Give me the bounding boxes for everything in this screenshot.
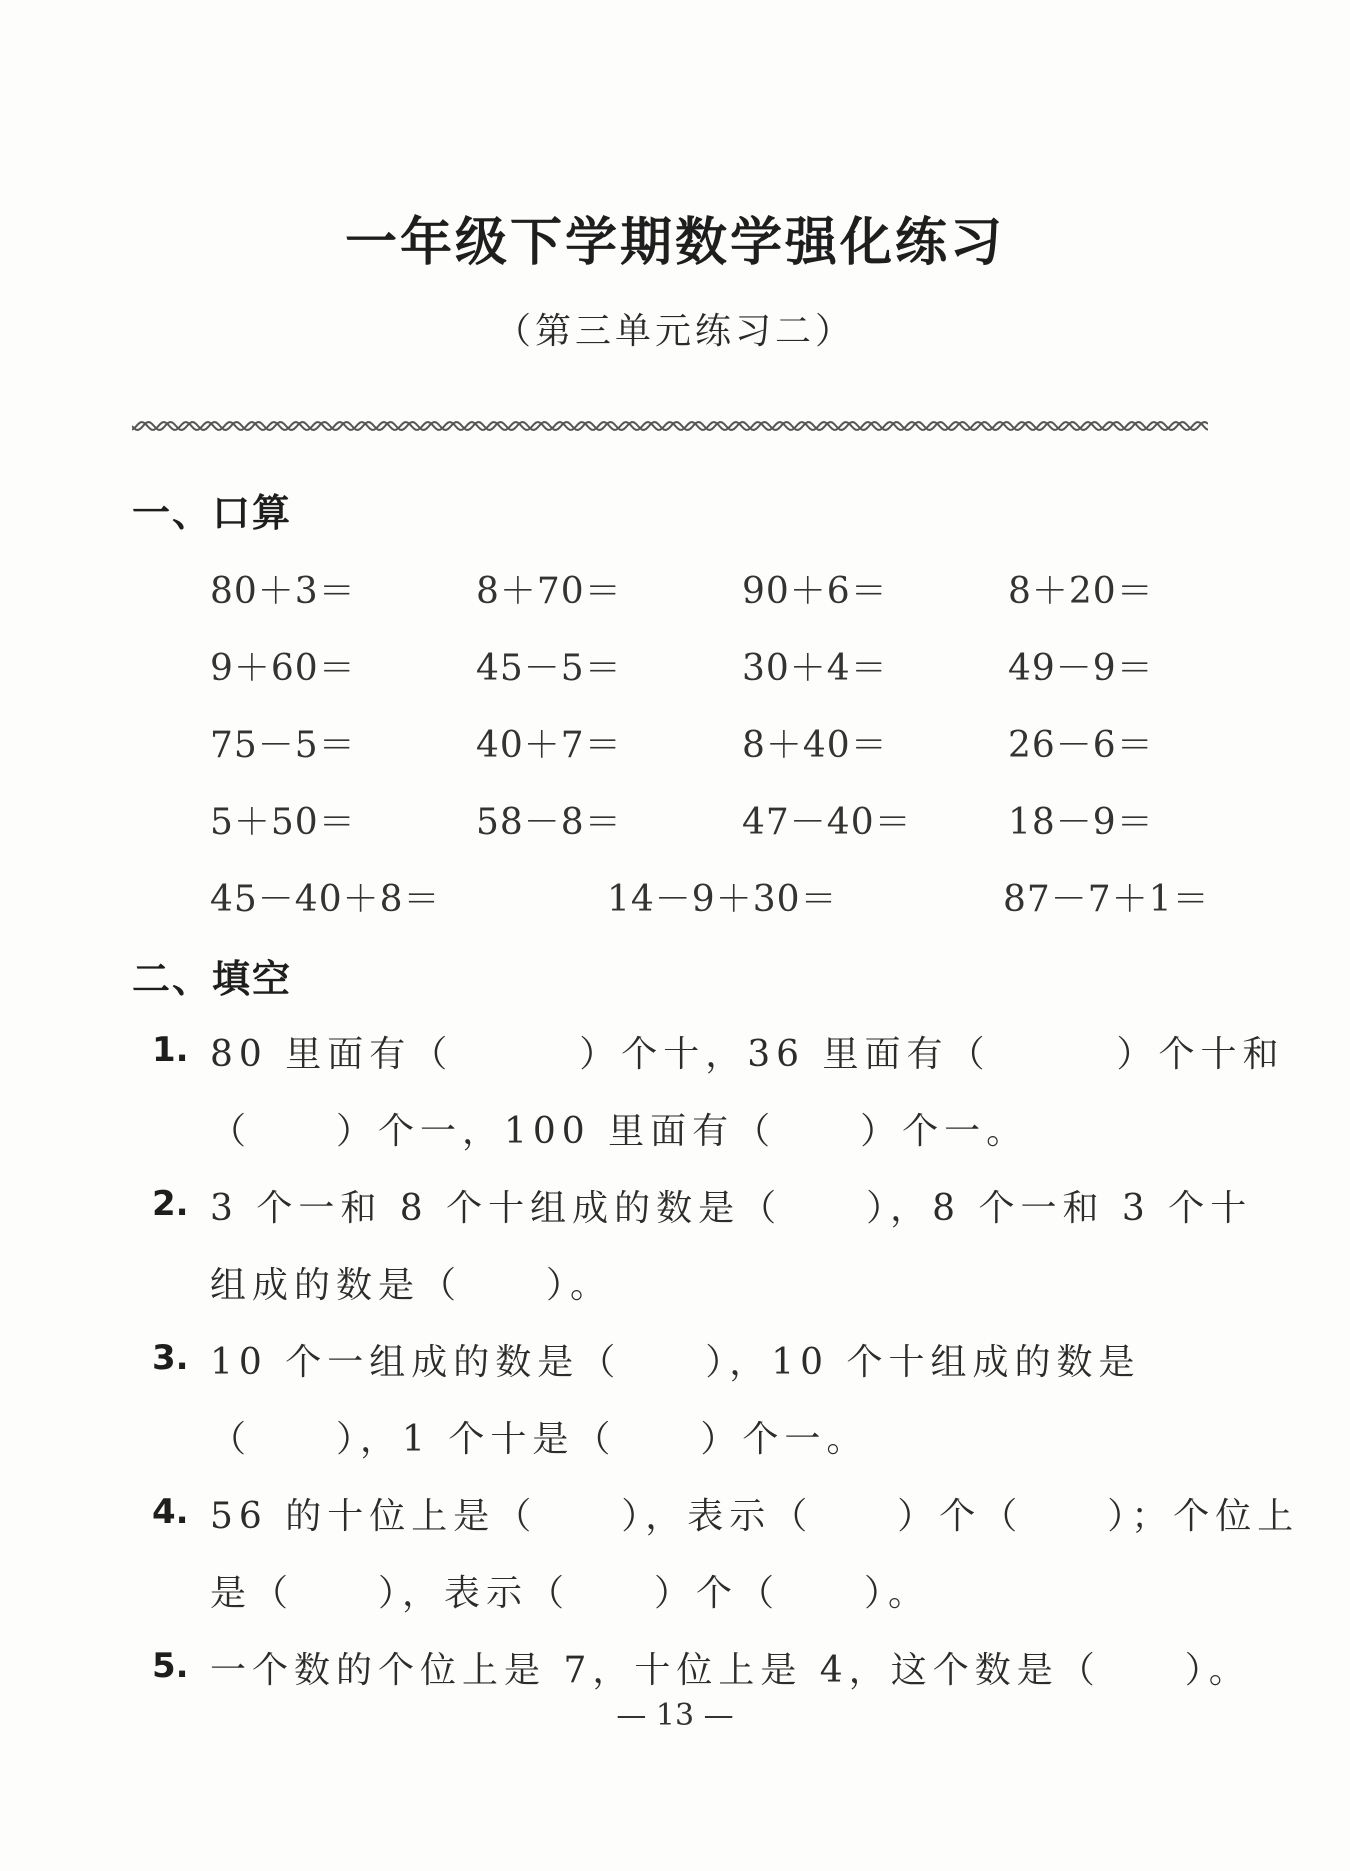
calc-item: 5＋50＝ xyxy=(210,802,356,843)
calc-row xyxy=(0,717,1350,767)
calc-item: 26－6＝ xyxy=(1008,725,1154,766)
question-line: 56 的十位上是（ ），表示（ ）个（ ）；个位上 xyxy=(210,1496,1300,1537)
question-line: （ ）个一，100 里面有（ ）个一。 xyxy=(210,1111,1029,1152)
calc-row xyxy=(0,563,1350,613)
calc-row xyxy=(0,871,1350,921)
calc-item: 14－9＋30＝ xyxy=(607,879,838,920)
calc-item: 8＋70＝ xyxy=(476,571,622,612)
question-line: 组成的数是（ ）。 xyxy=(210,1265,613,1306)
question-number: 3. xyxy=(152,1338,189,1378)
calc-item: 87－7＋1＝ xyxy=(1003,879,1210,920)
wavy-divider xyxy=(132,416,1208,436)
calc-item: 49－9＝ xyxy=(1008,648,1154,689)
calc-item: 80＋3＝ xyxy=(210,571,356,612)
calc-row xyxy=(0,794,1350,844)
calc-item: 8＋40＝ xyxy=(742,725,888,766)
calc-row xyxy=(0,640,1350,690)
question-line: （ ），1 个十是（ ）个一。 xyxy=(210,1419,869,1460)
calc-item: 75－5＝ xyxy=(210,725,356,766)
question-line: 是（ ），表示（ ）个（ ）。 xyxy=(210,1573,931,1614)
section-heading-fill-blank: 二、填空 xyxy=(132,957,293,1001)
calc-item: 58－8＝ xyxy=(476,802,622,843)
question-number: 5. xyxy=(152,1646,189,1686)
section-heading-oral-calc: 一、口算 xyxy=(132,491,293,535)
calc-item: 30＋4＝ xyxy=(742,648,888,689)
question-line: 80 里面有（ ）个十，36 里面有（ ）个十和 xyxy=(210,1034,1285,1075)
question-line: 一个数的个位上是 7，十位上是 4，这个数是（ ）。 xyxy=(210,1650,1251,1691)
page-number: — 13 — xyxy=(616,1698,734,1733)
calc-item: 90＋6＝ xyxy=(742,571,888,612)
calc-item: 47－40＝ xyxy=(742,802,912,843)
page-subtitle: （第三单元练习二） xyxy=(494,311,855,352)
page-title: 一年级下学期数学强化练习 xyxy=(344,213,1005,273)
calc-item: 18－9＝ xyxy=(1008,802,1154,843)
calc-item: 40＋7＝ xyxy=(476,725,622,766)
question-number: 1. xyxy=(152,1030,189,1070)
question-line: 3 个一和 8 个十组成的数是（ ），8 个一和 3 个十 xyxy=(210,1188,1253,1229)
question-number: 2. xyxy=(152,1184,189,1224)
question-number: 4. xyxy=(152,1492,189,1532)
calc-item: 45－5＝ xyxy=(476,648,622,689)
question-line: 10 个一组成的数是（ ），10 个十组成的数是 xyxy=(210,1342,1141,1383)
calc-item: 8＋20＝ xyxy=(1008,571,1154,612)
calc-item: 9＋60＝ xyxy=(210,648,356,689)
calc-item: 45－40＋8＝ xyxy=(210,879,441,920)
